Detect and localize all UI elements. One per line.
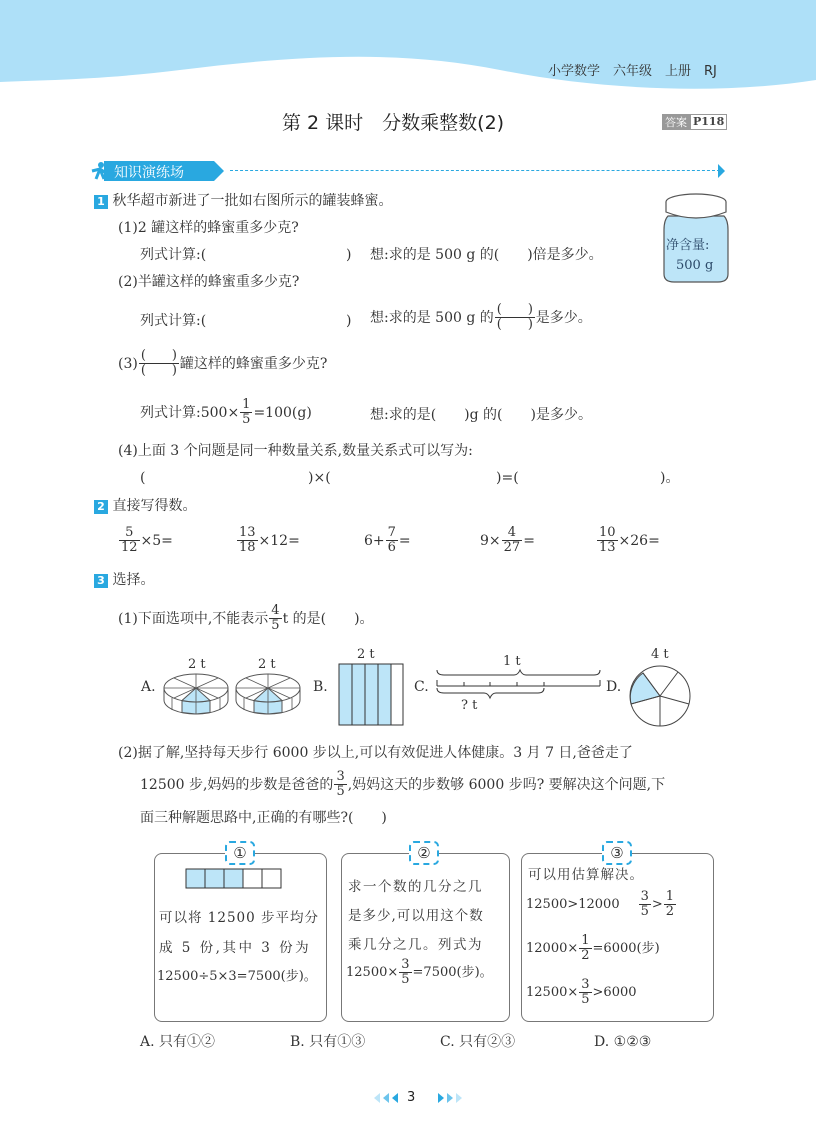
think-end: 是多少。 <box>535 309 592 326</box>
frac-num: 3 <box>581 977 590 992</box>
q2-item[interactable] <box>364 526 411 555</box>
p3-question-text: 罐这样的蜂蜜重多少克? <box>179 355 328 372</box>
frac-num: 1 <box>665 889 675 904</box>
q2-text: 直接写得数。 <box>112 498 197 514</box>
frac-num: 3 <box>401 957 410 972</box>
card1-line: 成 5 份,其中 3 份为 <box>159 940 312 956</box>
q1-stem <box>94 192 392 210</box>
runner-icon <box>90 161 112 181</box>
jar-label: 净含量: <box>666 238 710 253</box>
compare-1: 12500>12000 <box>526 896 620 912</box>
frac-den: 12 <box>121 540 138 555</box>
frac-den: 5 <box>640 904 649 919</box>
fraction <box>399 958 411 987</box>
fraction <box>502 526 523 555</box>
solution-card-3 <box>521 853 714 1022</box>
option-a-cakes[interactable] <box>162 672 302 718</box>
blank-fraction[interactable] <box>495 303 535 332</box>
page-title: 第 2 课时 分数乘整数(2) <box>282 112 505 134</box>
q1-p1-calc-open: 列式计算:( <box>140 247 207 263</box>
card3-badge: ③ <box>602 841 632 865</box>
q1-text: 秋华超市新进了一批如右图所示的罐装蜂蜜。 <box>112 193 393 209</box>
q2-stem <box>94 497 196 515</box>
q1-p3-question <box>118 349 327 378</box>
p3-prefix: (3) <box>118 355 138 372</box>
option-d-pie[interactable] <box>628 664 692 728</box>
formula-pre: 12500× <box>526 984 579 1000</box>
formula-post: =6000(步) <box>592 940 660 956</box>
line2-a: 12500 步,妈妈的步数是爸爸的 <box>140 776 334 793</box>
option-text: 只有①② <box>159 1034 216 1050</box>
solution-card-2 <box>341 853 510 1022</box>
q1-p1-calc-input[interactable] <box>214 246 344 264</box>
blank-fraction[interactable] <box>139 349 179 378</box>
frac-den: 13 <box>599 540 616 555</box>
question-text: (1)下面选项中,不能表示 <box>118 610 269 627</box>
jar-value: 500 g <box>676 258 714 273</box>
answer-page: P118 <box>690 114 727 130</box>
section-title: 知识演练场 <box>114 165 184 181</box>
header-wave <box>0 0 816 100</box>
gt-sign: > <box>651 896 663 912</box>
think-text: 想:求的是 500 g 的 <box>370 309 494 326</box>
option-c-top-label: 1 t <box>503 654 521 669</box>
q1-p3-think: 想:求的是( )g 的( )是多少。 <box>370 407 592 423</box>
card3-line <box>526 890 677 919</box>
fraction <box>386 526 398 555</box>
frac-num: 3 <box>640 889 649 904</box>
frac-den: ( ) <box>496 317 533 332</box>
option-label: D. <box>594 1034 610 1050</box>
calc-text: 列式计算:500× <box>140 404 240 421</box>
option-b-rectangle[interactable] <box>338 663 404 727</box>
frac-num: 4 <box>271 603 280 618</box>
card2-formula <box>346 958 493 987</box>
frac-den: 5 <box>401 972 410 987</box>
prev-arrows-icon[interactable] <box>374 1093 398 1103</box>
fraction <box>579 978 591 1007</box>
frac-num: 10 <box>599 525 616 540</box>
item-post: = <box>523 532 535 549</box>
answer-option-a[interactable] <box>140 1033 215 1051</box>
solution-card-1 <box>154 853 327 1022</box>
frac-den: 5 <box>336 784 345 799</box>
option-c-label: C. <box>414 679 429 695</box>
q1-p4-question: (4)上面 3 个问题是同一种数量关系,数量关系式可以写为: <box>118 443 473 459</box>
option-a-caption-2: 2 t <box>258 657 276 672</box>
next-arrows-icon[interactable] <box>438 1093 462 1103</box>
frac-num: 3 <box>336 769 345 784</box>
frac-den: 18 <box>239 540 256 555</box>
frac-num: 4 <box>507 525 517 540</box>
item-post: ×5= <box>140 532 173 549</box>
option-a-label: A. <box>141 679 156 695</box>
item-post: = <box>398 532 411 549</box>
item-pre: 9× <box>480 532 501 549</box>
card3-line: 可以用估算解决。 <box>528 867 644 883</box>
q2-items <box>118 526 718 560</box>
calc-end: =100(g) <box>253 404 312 421</box>
q1-p4-equals: )=( <box>496 470 519 486</box>
option-c-bottom-label: ? t <box>461 698 478 713</box>
frac-num: 5 <box>125 525 134 540</box>
bar-model <box>185 868 283 890</box>
formula-post: =7500(步)。 <box>412 964 493 980</box>
page-nav <box>318 1091 488 1105</box>
card1-line: 可以将 12500 步平均分 <box>159 910 320 926</box>
answer-label: 答案 <box>662 114 690 130</box>
section-banner <box>90 160 730 182</box>
series-label: 小学数学 六年级 上册 RJ <box>548 64 717 79</box>
option-label: C. <box>440 1034 455 1050</box>
formula-pre: 12000× <box>526 940 579 956</box>
answer-option-b[interactable] <box>290 1033 365 1051</box>
q1-p4-times: )×( <box>308 470 331 486</box>
option-b-caption: 2 t <box>357 647 375 662</box>
q3-p1-question <box>118 604 374 633</box>
section-divider <box>230 170 720 171</box>
fraction <box>119 526 140 555</box>
option-b-label: B. <box>313 679 328 695</box>
q3-p2-line2 <box>140 770 665 799</box>
frac-den: 2 <box>581 948 590 963</box>
option-label: B. <box>290 1034 305 1050</box>
fraction <box>334 770 346 799</box>
q1-p4-open: ( <box>140 470 146 486</box>
q1-p2-calc-input[interactable] <box>214 312 344 330</box>
item-pre: 6+ <box>364 532 385 549</box>
card2-line: 乘几分之几。列式为 <box>348 937 483 953</box>
frac-den: 2 <box>665 904 675 919</box>
card2-line: 求一个数的几分之几 <box>348 879 483 895</box>
card1-badge: ① <box>225 841 255 865</box>
formula-pre: 12500× <box>346 964 399 980</box>
answer-ref[interactable] <box>662 114 727 130</box>
option-label: A. <box>140 1034 155 1050</box>
frac-num: 7 <box>387 525 396 540</box>
card2-line: 是多少,可以用这个数 <box>348 908 484 924</box>
q1-p2-calc-close: ) <box>346 313 352 329</box>
frac-num: ( ) <box>496 302 533 317</box>
item-post: ×26= <box>618 532 660 549</box>
frac-num: 1 <box>581 933 590 948</box>
q3-stem <box>94 571 154 589</box>
q1-p3-calc <box>140 398 312 427</box>
fraction <box>579 934 591 963</box>
q1-p2-calc-open: 列式计算:( <box>140 313 207 329</box>
q1-p2-question: (2)半罐这样的蜂蜜重多少克? <box>118 274 300 290</box>
option-d-label: D. <box>606 679 622 695</box>
fraction <box>597 526 618 555</box>
answer-option-c[interactable] <box>440 1033 515 1051</box>
option-text: ①②③ <box>613 1034 652 1050</box>
fraction <box>664 890 676 919</box>
q1-p1-question: (1)2 罐这样的蜂蜜重多少克? <box>118 220 299 236</box>
frac-den: 6 <box>387 540 396 555</box>
frac-den: 27 <box>503 540 521 555</box>
line2-b: ,妈妈这天的步数够 6000 步吗? 要解决这个问题,下 <box>347 776 666 793</box>
q2-item[interactable] <box>118 526 173 555</box>
q3-p2-line3: 面三种解题思路中,正确的有哪些?( ) <box>140 810 387 826</box>
frac-den: 5 <box>242 412 251 427</box>
formula-post: >6000 <box>592 984 637 1000</box>
q1-p4-close: )。 <box>660 470 680 486</box>
page-number: 3 <box>407 1090 416 1105</box>
answer-option-d[interactable] <box>594 1033 651 1051</box>
frac-num: ( ) <box>140 348 177 363</box>
fraction <box>237 526 258 555</box>
q2-number: 2 <box>94 500 108 514</box>
fraction <box>269 604 281 633</box>
q2-item[interactable] <box>480 526 535 555</box>
q1-p1-think: 想:求的是 500 g 的( )倍是多少。 <box>370 247 603 263</box>
option-text: 只有②③ <box>459 1034 516 1050</box>
q3-text: 选择。 <box>112 572 155 588</box>
frac-den: ( ) <box>140 363 177 378</box>
q2-item[interactable] <box>236 526 300 555</box>
card1-line: 12500÷5×3=7500(步)。 <box>157 969 317 984</box>
option-text: 只有①③ <box>309 1034 366 1050</box>
frac-den: 5 <box>271 618 280 633</box>
q3-number: 3 <box>94 574 108 588</box>
card3-line <box>526 978 637 1007</box>
frac-num: 13 <box>239 525 256 540</box>
honey-jar <box>660 190 732 285</box>
fraction <box>639 890 651 919</box>
option-d-caption: 4 t <box>651 647 669 662</box>
option-c-line[interactable] <box>434 668 604 700</box>
q1-p1-calc-close: ) <box>346 247 352 263</box>
fraction <box>240 398 252 427</box>
card2-badge: ② <box>409 841 439 865</box>
question-end: t 的是( )。 <box>282 610 374 627</box>
q1-p2-think <box>370 303 592 332</box>
q3-p2-line1: (2)据了解,坚持每天步行 6000 步以上,可以有效促进人体健康。3 月 7 日,爸爸走了 <box>118 745 633 761</box>
frac-den: 5 <box>581 992 590 1007</box>
arrow-icon <box>718 164 725 178</box>
q2-item[interactable] <box>596 526 660 555</box>
option-a-caption-1: 2 t <box>188 657 206 672</box>
q1-number: 1 <box>94 195 108 209</box>
item-post: ×12= <box>258 532 300 549</box>
card3-line <box>526 934 660 963</box>
frac-num: 1 <box>242 397 251 412</box>
